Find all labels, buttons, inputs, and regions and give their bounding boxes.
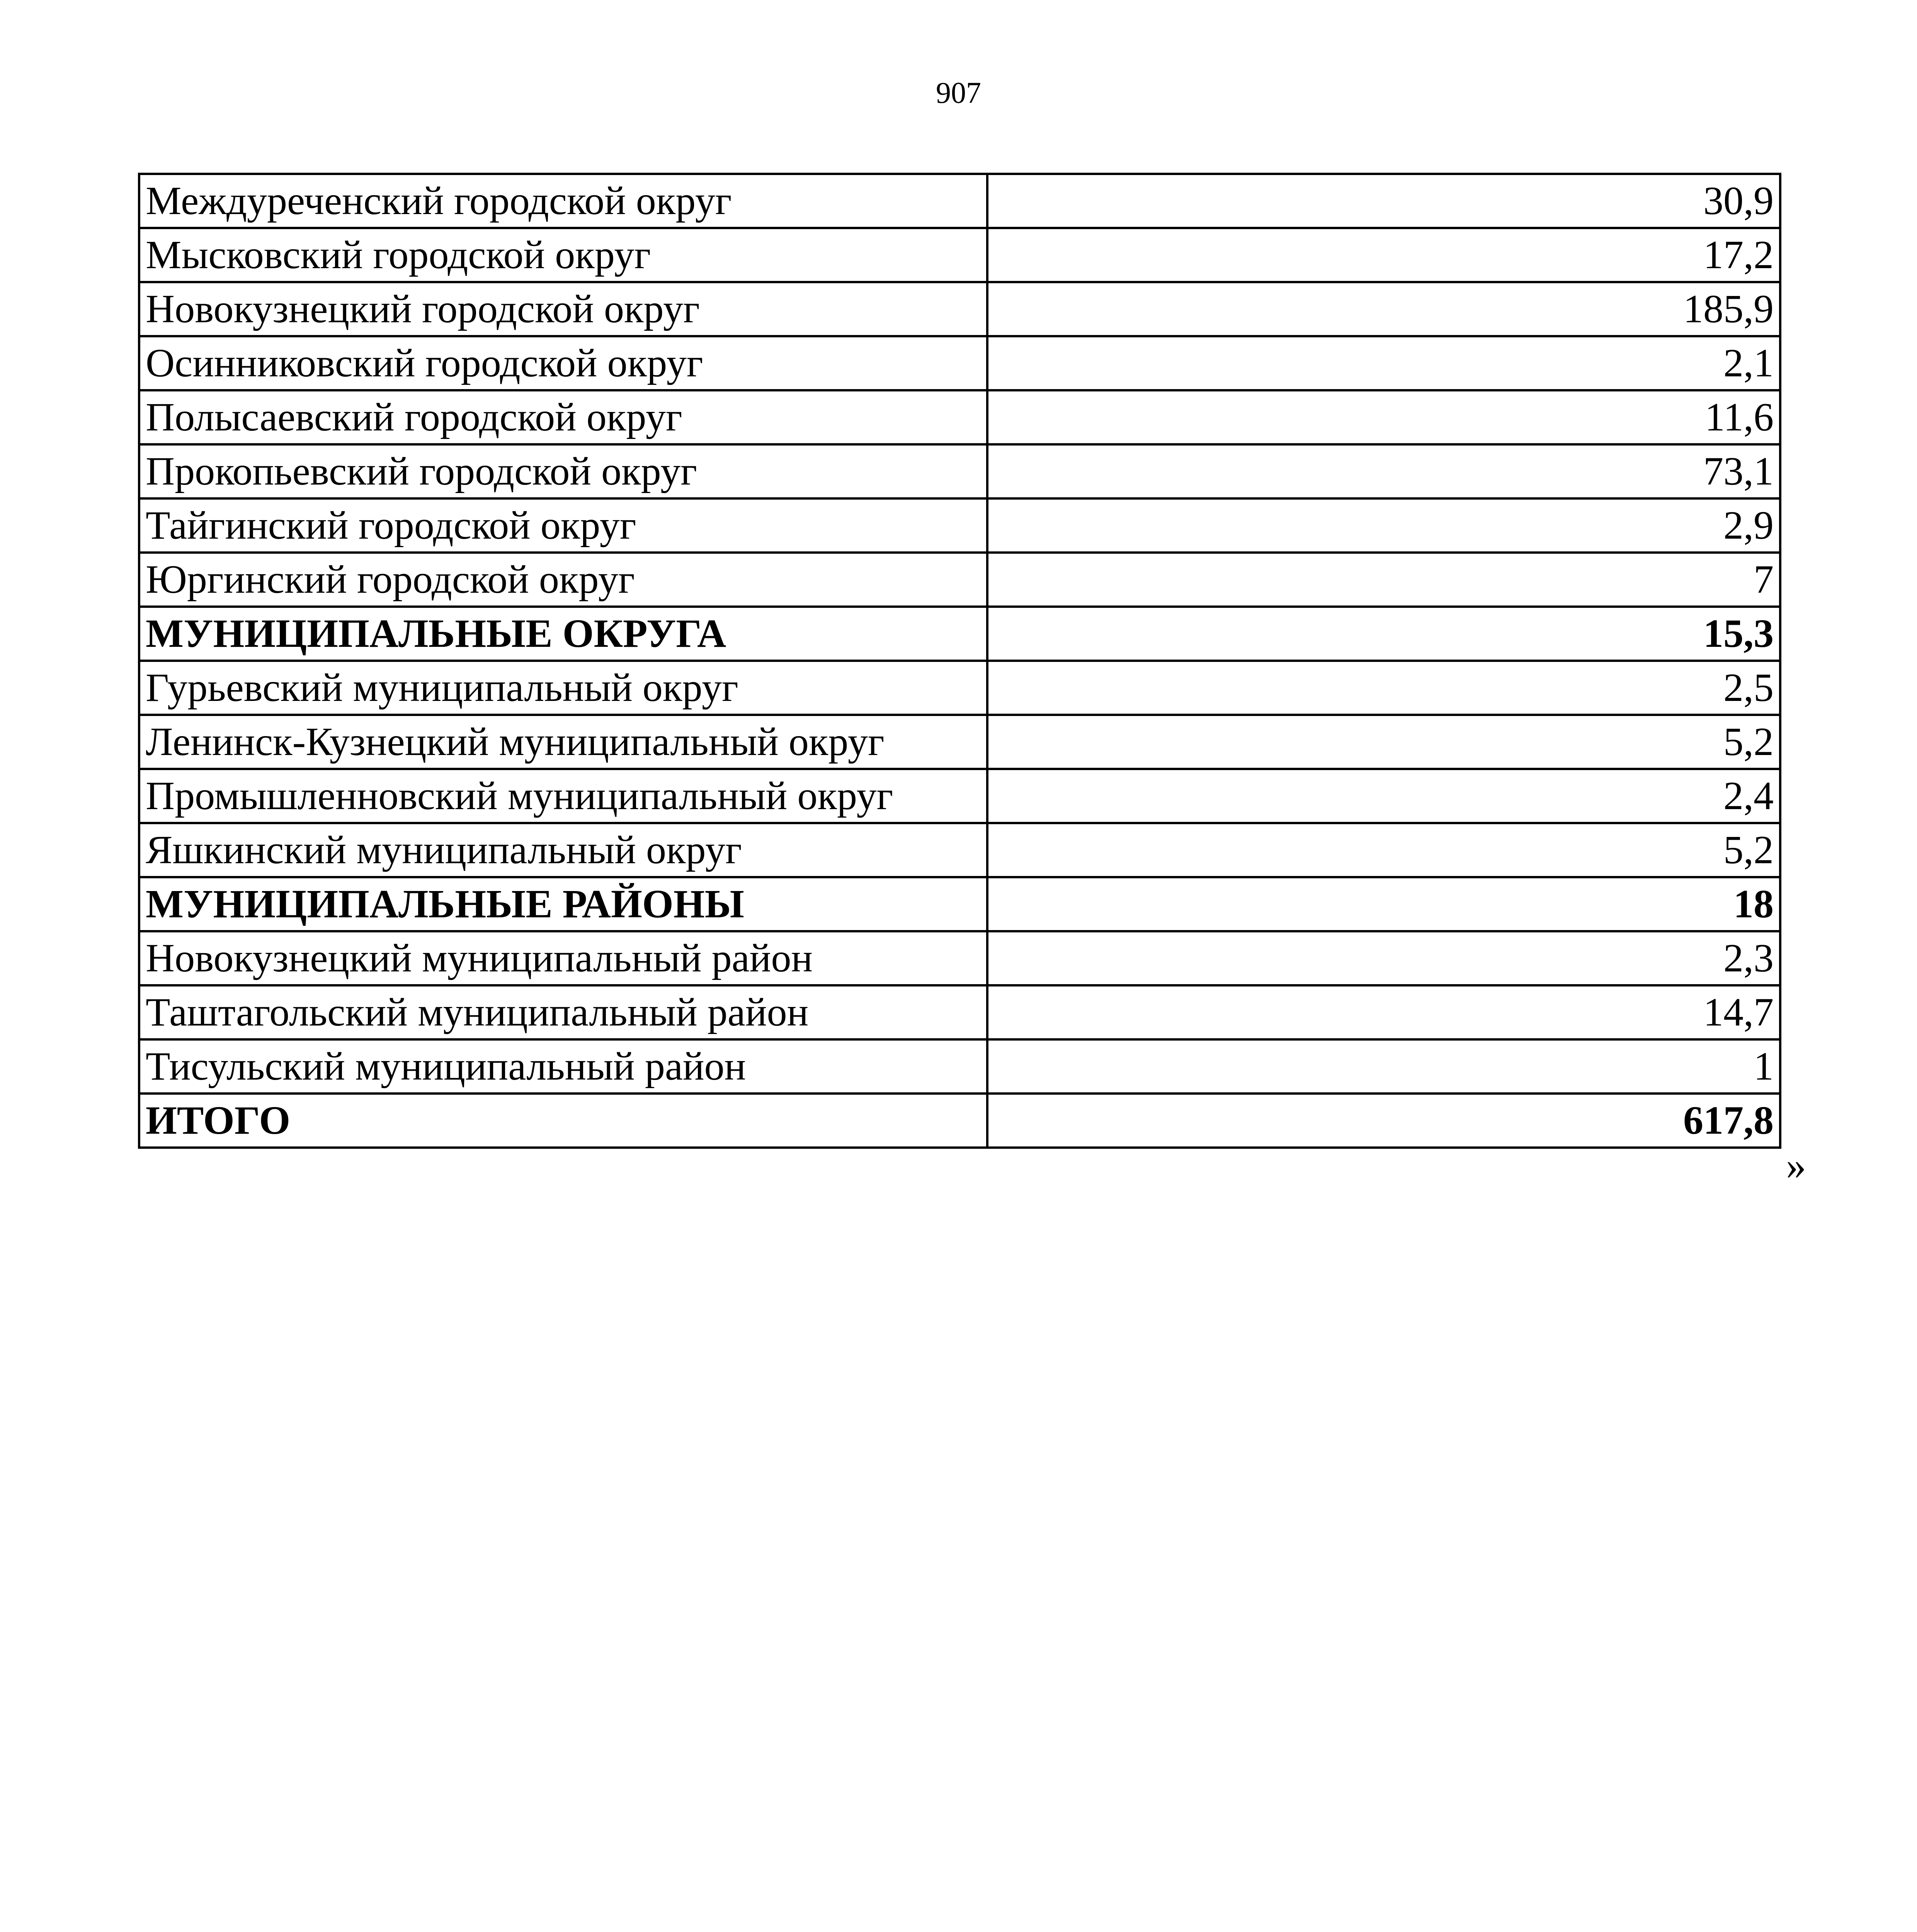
- table-row: [139, 823, 1780, 877]
- row-name-cell: Прокопьевский городской округ: [139, 444, 987, 498]
- data-table: [138, 173, 1781, 1149]
- row-name-cell: Ленинск-Кузнецкий муниципальный округ: [139, 715, 987, 769]
- row-name-cell: Полысаевский городской округ: [139, 390, 987, 444]
- row-name-cell: Гурьевский муниципальный округ: [139, 661, 987, 715]
- closing-quote: »: [1786, 1143, 1806, 1188]
- row-value-cell: 2,1: [987, 336, 1780, 390]
- row-value-cell: 17,2: [987, 228, 1780, 282]
- table-row: [139, 498, 1780, 553]
- row-name-cell: Тисульский муниципальный район: [139, 1039, 987, 1094]
- row-name-cell: Промышленновский муниципальный округ: [139, 769, 987, 823]
- table-row: [139, 769, 1780, 823]
- row-value-cell: 30,9: [987, 174, 1780, 228]
- row-name-cell: Тайгинский городской округ: [139, 498, 987, 553]
- table-row: [139, 715, 1780, 769]
- row-value-cell: 5,2: [987, 715, 1780, 769]
- row-name-cell: Яшкинский муниципальный округ: [139, 823, 987, 877]
- row-value-cell: 11,6: [987, 390, 1780, 444]
- row-value-cell: 18: [987, 877, 1780, 931]
- row-name-cell: Таштагольский муниципальный район: [139, 985, 987, 1039]
- row-value-cell: 73,1: [987, 444, 1780, 498]
- table-row: [139, 661, 1780, 715]
- row-value-cell: 5,2: [987, 823, 1780, 877]
- row-value-cell: 1: [987, 1039, 1780, 1094]
- table-row: [139, 444, 1780, 498]
- table-row: [139, 336, 1780, 390]
- row-name-cell: МУНИЦИПАЛЬНЫЕ РАЙОНЫ: [139, 877, 987, 931]
- table-row: [139, 228, 1780, 282]
- row-value-cell: 2,4: [987, 769, 1780, 823]
- row-value-cell: 15,3: [987, 607, 1780, 661]
- table-body: [139, 174, 1780, 1148]
- table-row-summary: [139, 607, 1780, 661]
- table-row: [139, 174, 1780, 228]
- row-name-cell: ИТОГО: [139, 1094, 987, 1148]
- table-row-summary: [139, 877, 1780, 931]
- table-row: [139, 985, 1780, 1039]
- table-row: [139, 390, 1780, 444]
- row-value-cell: 7: [987, 553, 1780, 607]
- table-row-summary: [139, 1094, 1780, 1148]
- table-row: [139, 282, 1780, 336]
- table-row: [139, 1039, 1780, 1094]
- row-name-cell: Междуреченский городской округ: [139, 174, 987, 228]
- row-name-cell: Новокузнецкий городской округ: [139, 282, 987, 336]
- row-name-cell: МУНИЦИПАЛЬНЫЕ ОКРУГА: [139, 607, 987, 661]
- row-name-cell: Новокузнецкий муниципальный район: [139, 931, 987, 985]
- row-value-cell: 2,3: [987, 931, 1780, 985]
- row-name-cell: Мысковский городской округ: [139, 228, 987, 282]
- table-row: [139, 931, 1780, 985]
- page-number: 907: [936, 76, 981, 109]
- row-name-cell: Юргинский городской округ: [139, 553, 987, 607]
- table-row: [139, 553, 1780, 607]
- row-name-cell: Осинниковский городской округ: [139, 336, 987, 390]
- row-value-cell: 185,9: [987, 282, 1780, 336]
- row-value-cell: 14,7: [987, 985, 1780, 1039]
- row-value-cell: 2,9: [987, 498, 1780, 553]
- row-value-cell: 617,8: [987, 1094, 1780, 1148]
- row-value-cell: 2,5: [987, 661, 1780, 715]
